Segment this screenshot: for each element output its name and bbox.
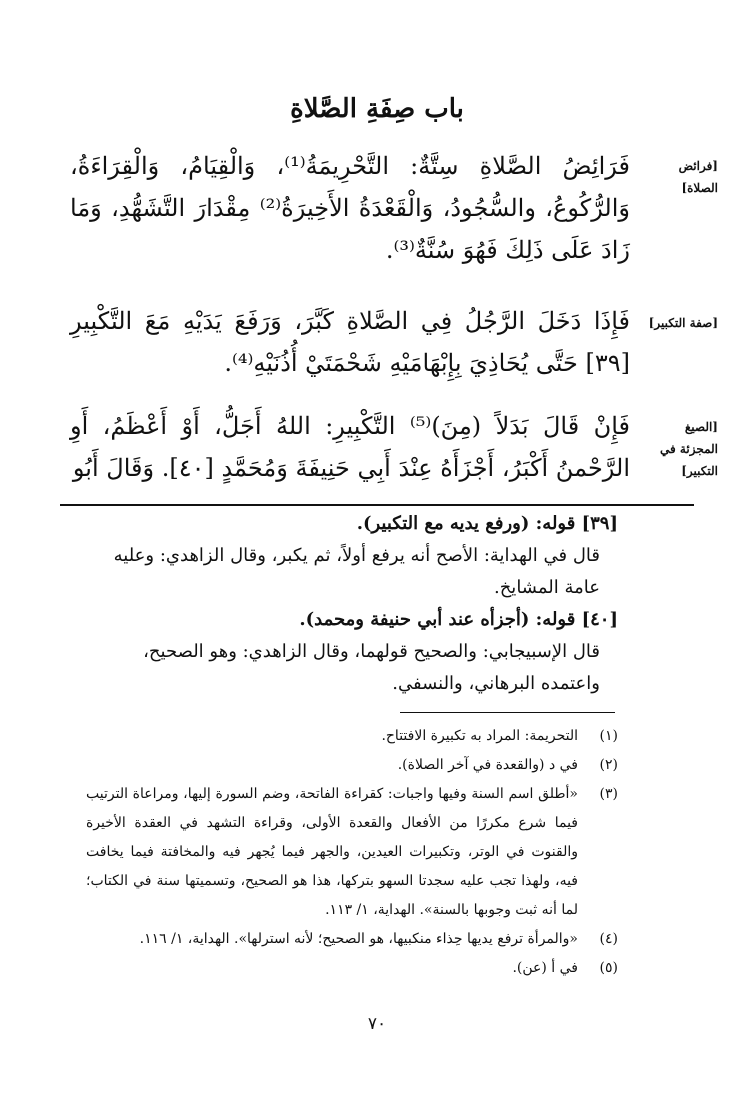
footnote — [86, 954, 618, 983]
commentary-ref: [٤٠] قوله: (أجزأه عند أبي حنيفة ومحمد). — [299, 609, 618, 630]
footnote-divider — [400, 712, 615, 713]
footnote-text: في أ (عن). — [512, 960, 578, 976]
footnote — [86, 780, 618, 925]
footnote — [86, 722, 618, 751]
commentary-39 — [86, 508, 618, 604]
footnote-text: «أطلق اسم السنة وفيها واجبات: كقراءة الفاتحة، وضم السورة إليها، ومراعاة الترتيب فيما شرع مكررًا من الأفعال والقعدة الأولى، وقراءة التشهد في العقدة الأخيرة والقنوت في الوتر، وتكبيرات العيدين، والجهر فيما يُجهر فيه والمخافتة فيما يخافت فيه، ولهذا تجب عليه سجدتا السهو بتركها، هذا هو الصحيح، وتسميتها سنة في الكتاب؛ لما أنه ثبت وجوبها بالسنة». الهداية، ١/ ١١٣. — [86, 786, 578, 918]
footnote — [86, 751, 618, 780]
footnote-number: (٢) — [599, 757, 618, 773]
sidenote-takbir: [صفة التكبير] — [648, 316, 718, 330]
sidenote-takbir-forms: [الصيغ المجزئة في التكبير] — [660, 420, 718, 478]
chapter-title: باب صِفَةِ الصَّلاةِ — [290, 94, 464, 124]
sidenote-obligations: [فرائض الصلاة] — [678, 159, 718, 195]
section-takbir-forms: فَإِنْ قَالَ بَدَلاً (مِنَ)⁽⁵⁾ التَّكْبِيرِ: اللهُ أَجَلُّ، أَوْ أَعْظَمُ، أَوِ الرَّحْمنُ أَكْبَرُ، أَجْزَأَهُ عِنْدَ أَبِي حَنِيفَةَ وَمُحَمَّدٍ [٤٠]. وَقَالَ أَبُو — [70, 412, 631, 482]
footnote-text: «والمرأة ترفع يديها حِذاء منكبيها، هو الصحيح؛ لأنه استرلها». الهداية، ١/ ١١٦. — [139, 931, 578, 947]
commentary-body: قال الإسبيجابي: والصحيح قولهما، وقال الزاهدي: وهو الصحيح، واعتمده البرهاني، والنسفي. — [143, 641, 600, 694]
footnote-number: (١) — [599, 728, 618, 744]
commentary-body: قال في الهداية: الأصح أنه يرفع أولاً، ثم يكبر، وقال الزاهدي: وعليه عامة المشايخ. — [113, 545, 600, 598]
footnote-text: في د (والقعدة في آخر الصلاة). — [397, 757, 578, 773]
footnote — [86, 925, 618, 954]
footnote-number: (٤) — [599, 931, 618, 947]
commentary-40 — [86, 604, 618, 700]
commentary-ref: [٣٩] قوله: (ورفع يديه مع التكبير). — [356, 513, 618, 534]
footnotes — [86, 722, 618, 983]
footnote-number: (٣) — [599, 786, 618, 802]
section-takbir: فَإِذَا دَخَلَ الرَّجُلُ فِي الصَّلاةِ كَبَّرَ، وَرَفَعَ يَدَيْهِ مَعَ التَّكْبِيرِ [٣٩] حَتَّى يُحَاذِيَ بِإِبْهَامَيْهِ شَحْمَتَيْ أُذُنَيْهِ⁽⁴⁾. — [70, 307, 630, 377]
footnote-number: (٥) — [599, 960, 618, 976]
section-obligations: فَرَائِضُ الصَّلاةِ سِتَّةٌ: التَّحْرِيمَةُ⁽¹⁾، وَالْقِيَامُ، وَالْقِرَاءَةُ، وَالرُّكُوعُ، والسُّجُودُ، وَالْقَعْدَةُ الأَخِيرَةُ⁽²⁾ مِقْدَارَ التَّشَهُّدِ، وَمَا زَادَ عَلَى ذَلِكَ فَهُوَ سُنَّةٌ⁽³⁾. — [70, 152, 631, 264]
main-text-divider — [60, 504, 694, 506]
footnote-text: التحريمة: المراد به تكبيرة الافتتاح. — [381, 728, 578, 744]
page-number: ٧٠ — [367, 1014, 387, 1034]
